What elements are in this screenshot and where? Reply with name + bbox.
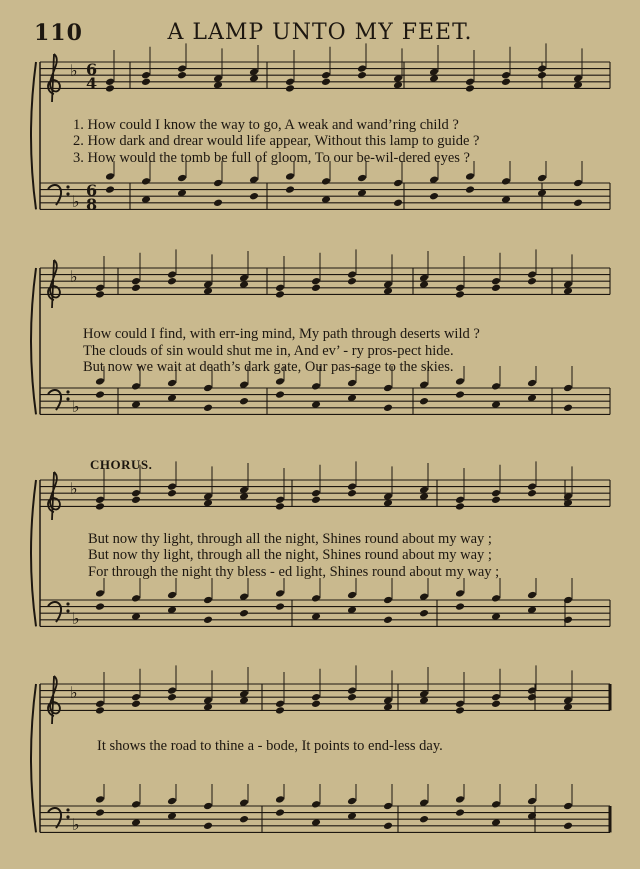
notehead: [275, 808, 285, 817]
notehead: [239, 397, 249, 406]
notehead: [285, 172, 295, 181]
notehead: [393, 179, 403, 188]
notehead: [563, 384, 573, 393]
system-brace: [31, 684, 36, 832]
notehead: [491, 284, 501, 293]
flat-icon: ♭: [72, 192, 80, 211]
notehead: [311, 382, 321, 391]
notehead: [563, 802, 573, 811]
notehead: [167, 379, 177, 388]
bass-clef-dot: [66, 192, 69, 195]
notehead: [347, 686, 357, 695]
notehead: [491, 700, 501, 709]
notehead: [177, 64, 187, 73]
time-signature-treble-bottom: 4: [86, 74, 98, 93]
notehead: [285, 84, 295, 93]
notehead: [275, 700, 285, 709]
notehead: [455, 502, 465, 511]
notehead: [275, 377, 285, 386]
notehead: [455, 589, 465, 598]
flat-icon: ♭: [72, 815, 80, 834]
notehead: [527, 482, 537, 491]
system-brace: [31, 62, 36, 209]
notehead: [383, 802, 393, 811]
notehead: [321, 78, 331, 87]
notehead: [455, 377, 465, 386]
notehead: [105, 185, 115, 194]
bass-clef-dot: [66, 390, 69, 393]
notehead: [527, 591, 537, 600]
notehead: [347, 797, 357, 806]
notehead: [167, 591, 177, 600]
notehead: [203, 822, 213, 831]
notehead: [537, 71, 547, 80]
notehead: [311, 277, 321, 286]
notehead: [141, 78, 151, 87]
notehead: [275, 502, 285, 511]
notehead: [131, 284, 141, 293]
notehead: [537, 64, 547, 73]
notehead: [419, 397, 429, 406]
notehead: [357, 64, 367, 73]
notehead: [177, 174, 187, 183]
notehead: [347, 270, 357, 279]
lyric-final-line: It shows the road to thine a - bode, It points to end-less day.: [97, 738, 443, 754]
notehead: [275, 284, 285, 293]
notehead: [563, 822, 573, 831]
notehead: [357, 71, 367, 80]
notehead: [311, 800, 321, 809]
notehead: [95, 496, 105, 505]
lyric-verse-2-line-1: 2. How dark and drear would life appear, Without this lamp to guide ?: [73, 133, 480, 149]
notehead: [239, 609, 249, 618]
treble-clef-icon: [48, 260, 60, 308]
notehead: [177, 71, 187, 80]
notehead: [455, 602, 465, 611]
treble-clef-icon: [48, 472, 60, 520]
flat-icon: ♭: [70, 61, 78, 80]
lyric-verse-1-line-2: How could I find, with err-ing mind, My path through deserts wild ?: [83, 326, 480, 342]
chorus-label: CHORUS.: [90, 457, 153, 472]
notehead: [383, 404, 393, 413]
notehead: [491, 594, 501, 603]
notehead: [167, 693, 177, 702]
notehead: [131, 496, 141, 505]
notehead: [203, 596, 213, 605]
notehead: [455, 795, 465, 804]
notehead: [347, 482, 357, 491]
notehead: [95, 808, 105, 817]
notehead: [95, 706, 105, 715]
notehead: [95, 795, 105, 804]
notehead: [563, 404, 573, 413]
notehead: [275, 706, 285, 715]
notehead: [429, 192, 439, 201]
notehead: [383, 822, 393, 831]
notehead: [527, 277, 537, 286]
bass-clef-dot: [66, 602, 69, 605]
notehead: [131, 693, 141, 702]
notehead: [491, 496, 501, 505]
notehead: [455, 496, 465, 505]
notehead: [311, 489, 321, 498]
notehead: [95, 290, 105, 299]
notehead: [203, 404, 213, 413]
notehead: [491, 277, 501, 286]
flat-icon: ♭: [72, 609, 80, 628]
notehead: [419, 815, 429, 824]
notehead: [347, 489, 357, 498]
notehead: [383, 596, 393, 605]
flat-icon: ♭: [70, 683, 78, 702]
notehead: [105, 172, 115, 181]
notehead: [455, 706, 465, 715]
notehead: [95, 589, 105, 598]
bass-clef-dot: [66, 808, 69, 811]
notehead: [167, 482, 177, 491]
lyric-chorus-line-1: But now thy light, through all the night, Shines round about my way ;: [88, 531, 492, 547]
notehead: [347, 591, 357, 600]
notehead: [527, 379, 537, 388]
notehead: [465, 172, 475, 181]
notehead: [167, 686, 177, 695]
notehead: [95, 700, 105, 709]
notehead: [311, 496, 321, 505]
notehead: [491, 382, 501, 391]
bass-clef-dot: [66, 397, 69, 400]
bass-clef-icon: [48, 808, 61, 828]
time-signature-bass-bottom: 8: [86, 195, 98, 214]
notehead: [203, 616, 213, 625]
notehead: [573, 199, 583, 208]
notehead: [275, 795, 285, 804]
bass-clef-dot: [66, 185, 69, 188]
notehead: [393, 199, 403, 208]
time-signature-treble-top: 6: [86, 60, 98, 79]
notehead: [465, 185, 475, 194]
notehead: [357, 174, 367, 183]
notehead: [527, 270, 537, 279]
lyric-verse-1-line-1: 1. How could I know the way to go, A weak and wand’ring child ?: [73, 117, 459, 133]
flat-icon: ♭: [70, 267, 78, 286]
notehead: [285, 78, 295, 87]
notehead: [95, 377, 105, 386]
notehead: [311, 284, 321, 293]
notehead: [537, 174, 547, 183]
notehead: [527, 489, 537, 498]
notehead: [203, 384, 213, 393]
bass-clef-icon: [48, 185, 61, 205]
notehead: [455, 700, 465, 709]
notehead: [501, 78, 511, 87]
lyric-verse-3-line-1: 3. How would the tomb be full of gloom, To our be-wil-dered eyes ?: [73, 150, 470, 166]
page-number: 110: [34, 20, 83, 46]
notehead: [95, 502, 105, 511]
notehead: [131, 594, 141, 603]
notehead: [275, 390, 285, 399]
notehead: [501, 177, 511, 186]
notehead: [275, 602, 285, 611]
notehead: [321, 71, 331, 80]
notehead: [383, 384, 393, 393]
notehead: [141, 71, 151, 80]
notehead: [239, 815, 249, 824]
hymn-title: A LAMP UNTO MY FEET.: [167, 20, 473, 45]
notehead: [131, 277, 141, 286]
notehead: [213, 199, 223, 208]
notehead: [95, 602, 105, 611]
system-brace: [31, 480, 36, 626]
notehead: [167, 489, 177, 498]
notehead: [131, 800, 141, 809]
notehead: [249, 192, 259, 201]
notehead: [131, 700, 141, 709]
lyric-verse-2-line-2: The clouds of sin would shut me in, And ev’ - ry pros-pect hide.: [83, 343, 454, 359]
notehead: [203, 802, 213, 811]
bass-clef-dot: [66, 609, 69, 612]
notehead: [573, 179, 583, 188]
notehead: [491, 489, 501, 498]
notehead: [465, 84, 475, 93]
notehead: [527, 797, 537, 806]
notehead: [455, 284, 465, 293]
notehead: [347, 379, 357, 388]
page-header: [0, 20, 640, 50]
notehead: [455, 808, 465, 817]
notehead: [465, 78, 475, 87]
notehead: [383, 616, 393, 625]
flat-icon: ♭: [70, 479, 78, 498]
bass-clef-icon: [48, 602, 61, 622]
notehead: [105, 84, 115, 93]
system-brace: [31, 268, 36, 414]
notehead: [311, 700, 321, 709]
notehead: [141, 177, 151, 186]
notehead: [347, 277, 357, 286]
notehead: [275, 496, 285, 505]
bass-clef-dot: [66, 815, 69, 818]
notehead: [275, 290, 285, 299]
notehead: [455, 390, 465, 399]
notehead: [491, 800, 501, 809]
notehead: [501, 71, 511, 80]
notehead: [311, 594, 321, 603]
notehead: [455, 290, 465, 299]
notehead: [95, 390, 105, 399]
notehead: [285, 185, 295, 194]
lyric-chorus-line-2: But now thy light, through all the night, Shines round about my way ;: [88, 547, 492, 563]
notehead: [167, 277, 177, 286]
notehead: [131, 489, 141, 498]
time-signature-bass-top: 6: [86, 181, 98, 200]
notehead: [321, 177, 331, 186]
lyric-verse-3-line-2: But now we wait at death’s dark gate, Our pas-sage to the skies.: [83, 359, 454, 375]
lyric-chorus-line-3: For through the night thy bless - ed light, Shines round about my way ;: [88, 564, 500, 580]
notehead: [167, 797, 177, 806]
notehead: [105, 78, 115, 87]
bass-clef-icon: [48, 390, 61, 410]
notehead: [167, 270, 177, 279]
notehead: [347, 693, 357, 702]
flat-icon: ♭: [72, 397, 80, 416]
notehead: [311, 693, 321, 702]
notehead: [131, 382, 141, 391]
notehead: [419, 609, 429, 618]
notehead: [491, 693, 501, 702]
notehead: [213, 179, 223, 188]
notehead: [95, 284, 105, 293]
notehead: [275, 589, 285, 598]
treble-clef-icon: [48, 54, 60, 102]
treble-clef-icon: [48, 676, 60, 724]
